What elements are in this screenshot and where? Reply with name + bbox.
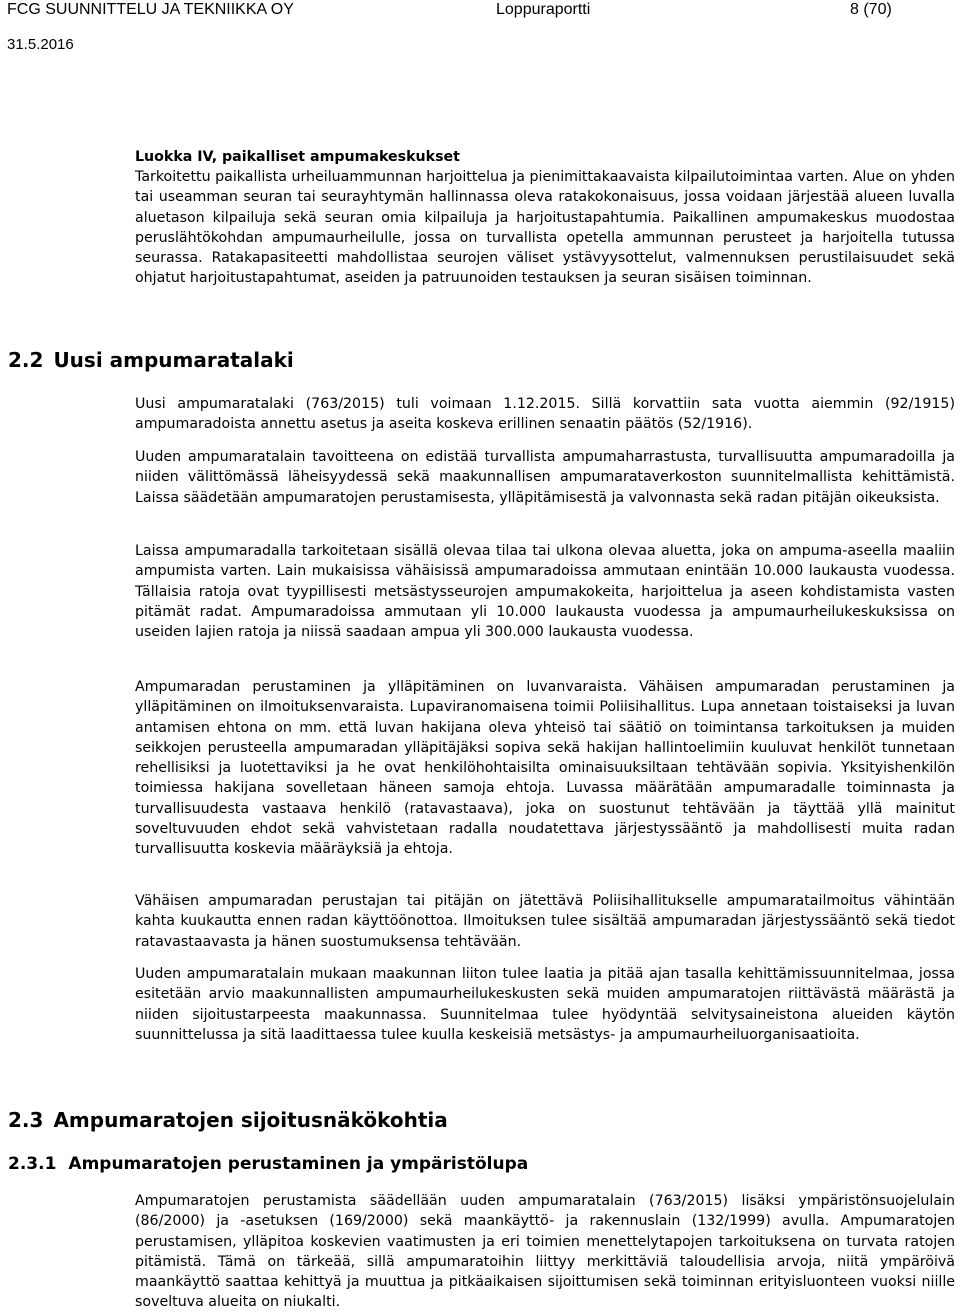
section-2-2-title: Uusi ampumaratalaki xyxy=(53,348,294,372)
section-2-2-paragraph-6: Uuden ampumaratalain mukaan maakunnan liiton tulee laatia ja pitää ajan tasalla kehittämissuunnitelmaa, jossa esitetään arvio maakunnallisten ampumaurheilukeskusten sekä muiden ampumaratojen riittävästä määrästä ja niiden sijoitustarpeesta maakunnassa. Suunnitelmaa tulee hyödyntää selvitysaineistona alueiden käytön suunnittelussa ja sitä laadittaessa tulee kuulla keskeisiä metsästys- ja ampumaurheiluorganisaatioita. xyxy=(135,966,955,1043)
section-2-2-paragraph-4: Ampumaradan perustaminen ja ylläpitäminen on luvanvaraista. Vähäisen ampumaradan perustaminen ja ylläpitäminen on ilmoituksenvaraista. Lupaviranomaisena toimii Poliisihallitus. Lupa annetaan toistaiseksi ja luvan antamisen ehtona on mm. että luvan hakijana oleva yhteisö tai säätiö on toimintansa tarkoituksen ja muiden seikkojen perusteella ampumaradan ylläpitäjäksi sopiva sekä hakijan hallintoelimiin kuuluvat henkilöt tunnetaan rehellisiksi ja luotettaviksi ja he ovat henkilöhohtaisilta ominaisuuksiltaan tehtävään sopivia. Yksityishenkilön toimiessa hakijana sovelletaan häneen samoja ehtoja. Luvassa määrätään ampumaradalle toiminnasta ja turvallisuudesta vastaava henkilö (ratavastaava), joka on suostunut tehtävään ja täyttää yllä mainitut soveltuvuuden ehdot sekä vahvistetaan radalla noudatettava järjestyssääntö ja mahdollisesti muita radan turvallisuutta koskevia määräyksiä ja ehtoja. xyxy=(135,679,955,858)
section-2-2-heading xyxy=(8,347,294,373)
section-2-2-paragraph-1: Uusi ampumaratalaki (763/2015) tuli voimaan 1.12.2015. Sillä korvattiin sata vuotta aiemmin (92/1915) ampumaradoista annettu asetus ja aseita koskeva erillinen senaatin päätös (52/1916). xyxy=(135,396,955,433)
section-2-2-paragraph-5: Vähäisen ampumaradan perustajan tai pitäjän on jätettävä Poliisihallitukselle ampumaratailmoitus vähintään kahta kuukautta ennen radan käyttöönottoa. Ilmoituksen tulee sisältää ampumaradan järjestyssääntö sekä tiedot ratavastaavasta ja hänen suostumuksensa tehtävään. xyxy=(135,893,955,950)
header-organization: FCG SUUNNITTELU JA TEKNIIKKA OY xyxy=(7,1,294,18)
section-2-3-number: 2.3 xyxy=(8,1108,44,1132)
section-2-2-paragraph-2: Uuden ampumaratalain tavoitteena on edistää turvallista ampumaharrastusta, turvallisuutta ampumaradoilla ja niiden välittömässä läheisyydessä sekä maakunnallisen ampumarataverkoston suunnitelmallista kehittämistä. Laissa säädetään ampumaratojen perustamisesta, ylläpitämisestä ja valvonnasta sekä radan pitäjän oikeuksista. xyxy=(135,449,955,506)
section-2-3-heading xyxy=(8,1107,448,1133)
section-2-3-title: Ampumaratojen sijoitusnäkökohtia xyxy=(53,1108,448,1132)
header-date: 31.5.2016 xyxy=(7,36,74,53)
header-page-number: 8 (70) xyxy=(850,1,892,18)
header-document-title: Loppuraportti xyxy=(496,1,591,18)
section-2-2-number: 2.2 xyxy=(8,348,44,372)
section-2-3-1-number: 2.3.1 xyxy=(8,1154,57,1174)
class-iv-title: Luokka IV, paikalliset ampumakeskukset xyxy=(135,149,460,165)
class-iv-text: Tarkoitettu paikallista urheiluammunnan harjoittelua ja pienimittakaavaista kilpailutoimintaa varten. Alue on yhden tai useamman seuran tai seurayhtymän hallinnassa oleva ratakokonaisuus, jossa voidaan järjestää alueen luvalla aluetason kilpailuja sekä seuran omia kilpailuja ja harjoitustapahtumia. Paikallinen ampumakeskus muodostaa peruslähtökohdan ampumaurheilulle, jossa on turvallista opetella ammunnan perusteet ja harjoitella tutussa seurassa. Ratakapasiteetti mahdollistaa seurojen väliset ystävyysottelut, valmennuksen perustilaisuudet sekä ohjatut harjoitustapahtumat, aseiden ja patruunoiden testauksen ja seuran sisäisen toiminnan. xyxy=(135,169,955,287)
section-2-3-1-title: Ampumaratojen perustaminen ja ympäristölupa xyxy=(68,1154,529,1174)
section-2-3-1-paragraph: Ampumaratojen perustamista säädellään uuden ampumaratalain (763/2015) lisäksi ympäristönsuojelulain (86/2000) ja -asetuksen (169/2000) sekä maankäyttö- ja rakennuslain (132/1999) avulla. Ampumaratojen perustamisen, ylläpitoa koskevien vaatimusten ja eri toimien menettelytapojen tarkoituksena on turvata ratojen pitämistä. Tämä on tärkeää, sillä ampumaratoihin liittyy merkittäviä taloudellisia arvoja, niitä ympäröivä maankäyttö saattaa kehittyä ja muuttua ja pitkäaikaisen sijoittumisen sekä toiminnan erityisluonteen vuoksi niille soveltuva alueita on niukalti. xyxy=(135,1193,955,1311)
section-2-3-1-heading xyxy=(8,1153,528,1175)
section-2-2-paragraph-3: Laissa ampumaradalla tarkoitetaan sisällä olevaa tilaa tai ulkona olevaa aluetta, joka on ampuma-aseella maaliin ampumista varten. Lain mukaisissa vähäisissä ampumaradoissa ammutaan enintään 10.000 laukausta vuodessa. Tällaisia ratoja ovat tyypillisesti metsästysseurojen ampumakokeita, harjoittelua ja aseen kohdistamista vasten pitämät radat. Ampumaradoissa ammutaan yli 10.000 laukausta vuodessa ja ampumaurheilukeskuksissa on useiden lajien ratoja ja niissä saadaan ampua yli 300.000 laukausta vuodessa. xyxy=(135,543,955,641)
